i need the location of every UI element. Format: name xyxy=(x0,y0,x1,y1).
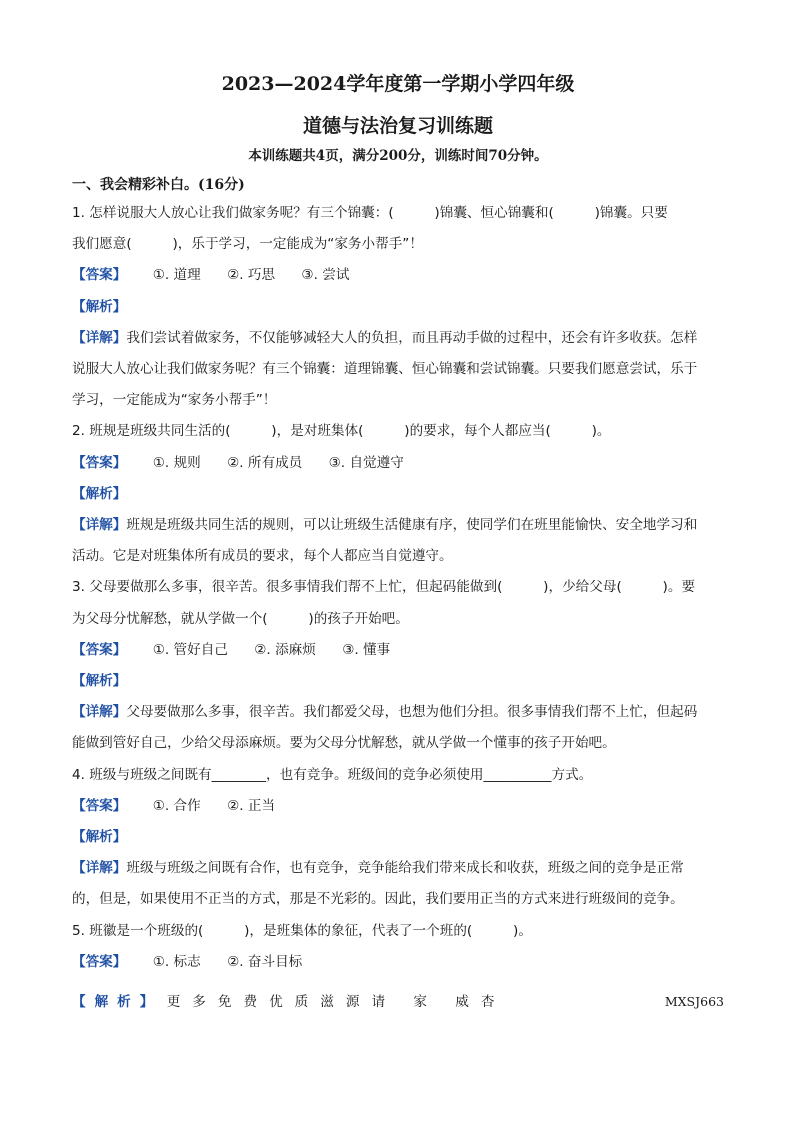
detail-label: 【详解】 xyxy=(72,329,127,346)
document-title-line2: 道德与法治复习训练题 xyxy=(302,115,493,137)
question-block-4 xyxy=(72,760,724,916)
document-title-line1: 2023—2024学年度第一学期小学四年级 xyxy=(221,73,575,95)
answer-option: ②. 正当 xyxy=(227,797,276,814)
detail-text: 学习，一定能成为“家务小帮手”！ xyxy=(72,392,277,409)
answer-label: 【答案】 xyxy=(72,641,127,658)
answer-option: ②. 奋斗目标 xyxy=(227,953,303,970)
detail-line xyxy=(72,323,724,354)
detail-line xyxy=(72,510,724,541)
question-block-1 xyxy=(72,198,724,416)
detail-label: 【详解】 xyxy=(72,704,127,721)
answer-line xyxy=(72,448,724,479)
answer-option: ①. 标志 xyxy=(152,953,201,970)
answer-line xyxy=(72,260,724,291)
detail-text: 说服大人放心让我们做家务呢？有三个锦囊：道理锦囊、恒心锦囊和尝试锦囊。只要我们愿意尝试，乐于 xyxy=(72,361,698,378)
analysis-line xyxy=(72,479,724,510)
answer-option: ③. 自觉遵守 xyxy=(328,454,404,471)
answer-label: 【答案】 xyxy=(72,953,127,970)
question-text: 1. 怎样说服大人放心让我们做家务呢？有三个锦囊：( )锦囊、恒心锦囊和( )锦囊。只要 xyxy=(72,205,668,221)
detail-line xyxy=(72,853,724,884)
answer-label: 【答案】 xyxy=(72,454,127,471)
question-text: 3. 父母要做那么多事，很辛苦。很多事情我们帮不上忙，但起码能做到( )，少给父母( )。要 xyxy=(72,579,696,596)
detail-text: 能做到管好自己，少给父母添麻烦。要为父母分忧解愁，就从学做一个懂事的孩子开始吧。 xyxy=(72,735,616,752)
detail-line xyxy=(72,697,724,728)
question-text: 2. 班规是班级共同生活的( )，是对班集体( )的要求，每个人都应当( )。 xyxy=(72,423,611,440)
question-text: 4. 班级与班级之间既有________，也有竞争。班级间的竞争必须使用__________方式。 xyxy=(72,766,593,783)
question-text: 为父母分忧解愁，就从学做一个( )的孩子开始吧。 xyxy=(72,610,409,627)
document-subtitle: 本训练题共4页，满分200分，训练时间70分钟。 xyxy=(248,148,548,164)
question-block-3 xyxy=(72,572,724,759)
page-footer xyxy=(72,990,724,1014)
detail-text: 父母要做那么多事，很辛苦。我们都爱父母，也想为他们分担。很多事情我们帮不上忙，但起码 xyxy=(126,704,698,721)
detail-text: 班规是班级共同生活的规则，可以让班级生活健康有序，使同学们在班里能愉快、安全地学习和 xyxy=(126,517,698,534)
answer-option: ①. 管好自己 xyxy=(152,641,228,658)
analysis-label: 【解析】 xyxy=(72,485,127,502)
footer-left xyxy=(72,990,506,1014)
answer-line xyxy=(72,635,724,666)
detail-text: 班级与班级之间既有合作，也有竞争，竞争能给我们带来成长和收获，班级之间的竞争是正常 xyxy=(126,860,684,877)
answer-label: 【答案】 xyxy=(72,267,127,284)
answer-option: ②. 添麻烦 xyxy=(254,641,316,658)
detail-label: 【详解】 xyxy=(72,860,127,877)
answer-option: ①. 规则 xyxy=(152,454,201,471)
analysis-label: 【解析】 xyxy=(72,829,127,846)
answer-option: ②. 巧思 xyxy=(227,267,276,284)
answer-option: ①. 道理 xyxy=(152,267,201,284)
answer-option: ①. 合作 xyxy=(152,797,201,814)
detail-text: 活动。它是对班集体所有成员的要求，每个人都应当自觉遵守。 xyxy=(72,548,453,565)
detail-text: 的，但是，如果使用不正当的方式，那是不光彩的。因此，我们要用正当的方式来进行班级间的竞争。 xyxy=(72,891,684,908)
answer-option: ②. 所有成员 xyxy=(227,454,303,471)
answer-line xyxy=(72,791,724,822)
document-page xyxy=(72,68,724,978)
question-block-5 xyxy=(72,916,724,978)
analysis-line xyxy=(72,822,724,853)
answer-line xyxy=(72,947,724,978)
footer-promo-text: 更多免费优质滋源请 家 威杏 xyxy=(166,994,507,1010)
answer-option: ③. 尝试 xyxy=(301,267,350,284)
detail-label: 【详解】 xyxy=(72,517,127,534)
analysis-line xyxy=(72,666,724,697)
answer-option: ③. 懂事 xyxy=(342,641,391,658)
analysis-label: 【解析】 xyxy=(72,673,127,690)
analysis-label: 【解析】 xyxy=(72,298,127,315)
footer-analysis-label: 【解析】 xyxy=(72,994,163,1010)
question-text: 我们愿意( )，乐于学习，一定能成为“家务小帮手”！ xyxy=(72,236,423,253)
question-text: 5. 班徽是一个班级的( )，是班集体的象征，代表了一个班的( )。 xyxy=(72,922,532,939)
section-heading: 一、我会精彩补白。(16分) xyxy=(72,177,245,193)
footer-code: MXSJ663 xyxy=(664,994,724,1009)
detail-text: 我们尝试着做家务，不仅能够减轻大人的负担，而且再动手做的过程中，还会有许多收获。怎样 xyxy=(126,329,698,346)
question-block-2 xyxy=(72,416,724,572)
answer-label: 【答案】 xyxy=(72,797,127,814)
analysis-line xyxy=(72,292,724,323)
